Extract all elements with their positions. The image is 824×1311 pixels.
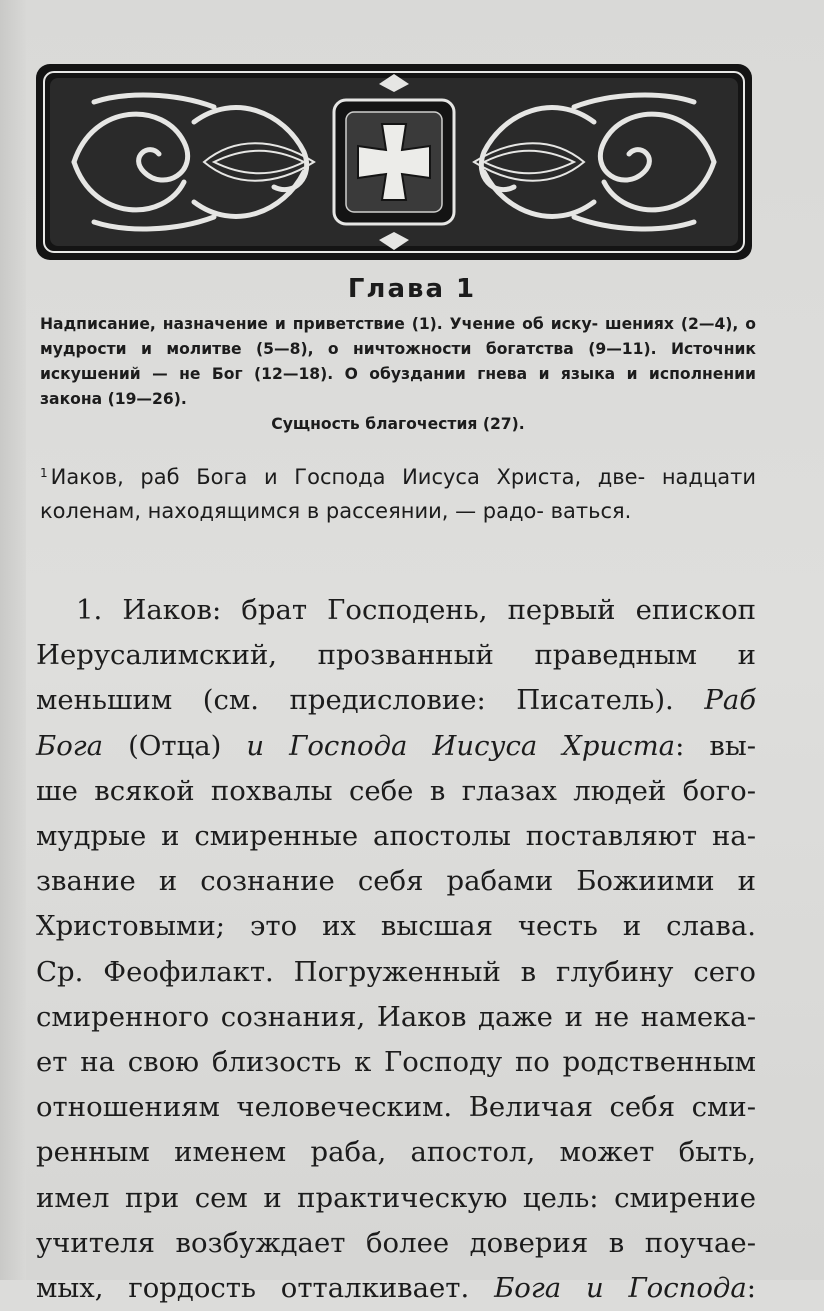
chapter-summary <box>40 312 756 437</box>
italic-phrase: Раб <box>704 684 756 717</box>
chapter-title: Глава 1 <box>347 274 477 304</box>
italic-phrase: и Господа Иисуса Христа <box>246 729 676 762</box>
commentary-line: Иерусалимский, прозванный праведным и <box>36 639 756 672</box>
commentary-line: имел при сем и практическую цель: смирение <box>36 1181 756 1214</box>
commentary-line: учителя возбуждает более доверия в поучае- <box>36 1226 756 1259</box>
commentary-line: Христовыми; это их высшая честь и слава. <box>36 910 756 943</box>
summary-line: обуздании гнева и языка и исполнении закона (19—26). <box>40 365 756 408</box>
summary-line: богатства (9—11). Источник искушений — не Бог (12—18). О <box>40 340 756 383</box>
commentary-line: Ср. Феофилакт. Погруженный в глубину сего <box>36 955 756 988</box>
commentary-line: мых, гордость отталкивает. Бога и Господа: <box>36 1272 756 1305</box>
commentary-line: 1. Иаков: брат Господень, первый епископ <box>76 594 756 626</box>
verse-line: надцати коленам, находящимся в рассеянии, — радо- <box>40 465 756 523</box>
commentary-line: Бога (Отца) и Господа Иисуса Христа: вы- <box>36 729 757 762</box>
commentary-text <box>36 588 756 1311</box>
commentary-line: меньшим (см. предисловие: Писатель). Раб <box>36 684 756 717</box>
commentary-line: ет на свою близость к Господу по родственным <box>36 1046 756 1079</box>
commentary-line: звание и сознание себя рабами Божиими и <box>36 865 756 898</box>
commentary-line: отношениям человеческим. Величая себя сми- <box>36 1091 756 1124</box>
summary-line: Сущность благочестия (27). <box>271 415 525 433</box>
ornamental-header-banner <box>34 62 754 262</box>
verse-line: ваться. <box>550 499 632 523</box>
commentary-line: ше всякой похвалы себе в глазах людей бого- <box>36 774 756 807</box>
italic-phrase: Бога и Господа <box>494 1272 747 1305</box>
commentary-line: смиренного сознания, Иаков даже и не намека- <box>36 1000 756 1033</box>
italic-phrase: Бога <box>36 729 104 762</box>
page-gutter-shadow <box>0 0 26 1280</box>
commentary-line: ренным именем раба, апостол, может быть, <box>36 1136 756 1169</box>
verse-line: Иаков, раб Бога и Господа Иисуса Христа, две- <box>50 465 646 489</box>
commentary-line: мудрые и смиренные апостолы поставляют на- <box>36 820 756 853</box>
summary-line: шениях (2—4), о мудрости и молитве (5—8), о ничтожности <box>40 315 756 358</box>
verse-number: 1 <box>40 466 48 480</box>
scripture-verse <box>40 456 756 528</box>
summary-line: Надписание, назначение и приветствие (1). Учение об иску- <box>40 315 599 333</box>
